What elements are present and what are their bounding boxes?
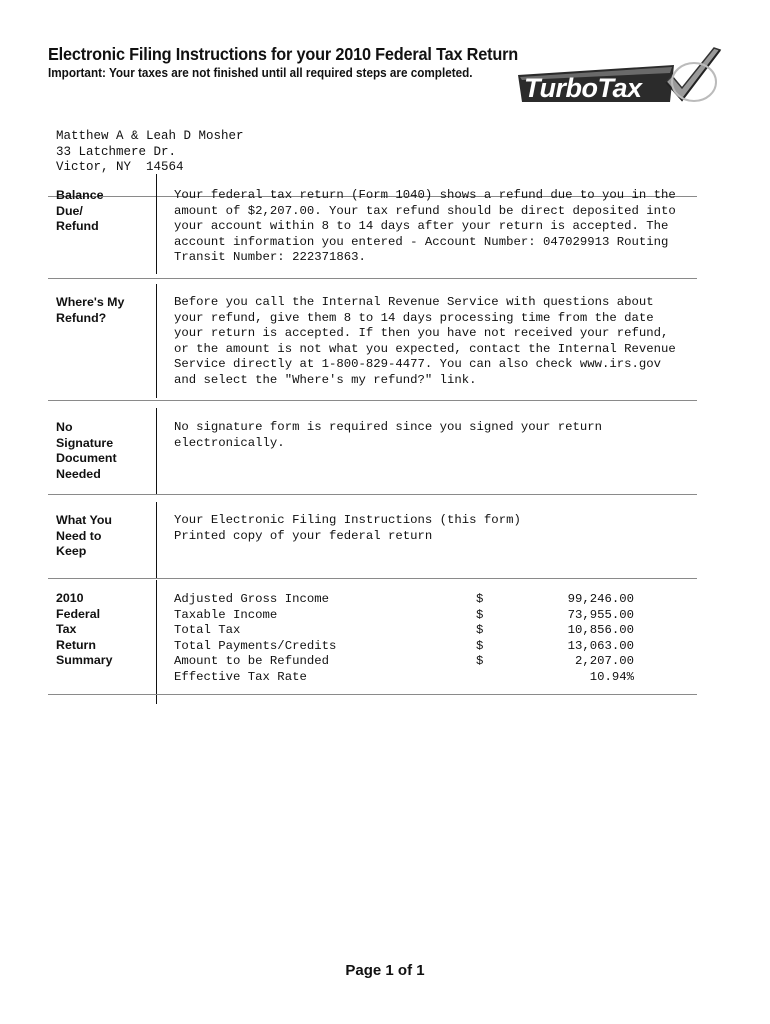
summary-row-taxable-income	[174, 608, 634, 624]
summary-currency: $	[476, 654, 484, 669]
summary-label: Total Tax	[174, 623, 241, 638]
summary-label: Effective Tax Rate	[174, 670, 307, 684]
address-line-street: 33 Latchmere Dr.	[56, 144, 177, 159]
section-wheres-my-refund	[48, 278, 697, 398]
address-line-city: Victor, NY 14564	[56, 160, 184, 174]
summary-label: Total Payments/Credits	[174, 638, 337, 653]
summary-label: Taxable Income	[174, 607, 278, 622]
page-number: Page 1 of 1	[345, 962, 425, 979]
bottom-divider	[48, 694, 697, 695]
summary-label: Adjusted Gross Income	[174, 592, 329, 606]
section-body: No signature form is required since you signed your return electronically.	[174, 420, 603, 450]
summary-value: 10.94%	[589, 670, 634, 684]
document-title: Electronic Filing Instructions for your 2010 Federal Tax Return	[48, 44, 519, 64]
turbotax-logo	[516, 44, 724, 108]
summary-row-refund-amount	[174, 654, 634, 670]
summary-value: 73,955.00	[567, 607, 634, 622]
logo-text: TurboTax	[524, 73, 642, 103]
taxpayer-address	[56, 129, 244, 176]
summary-currency: $	[476, 638, 484, 653]
section-body: Your federal tax return (Form 1040) shows a refund due to you in the amount of $2,207.00. Your tax refund should be direct deposited into your account within 8 to 14 days after your return is accepted. The account information you entered - Account Number: 047029913 Routing Transit Number: 222371863.	[174, 188, 676, 265]
summary-currency: $	[476, 607, 484, 622]
summary-row-total-payments	[174, 639, 634, 655]
section-balance-due	[48, 180, 697, 278]
summary-value: 99,246.00	[567, 592, 634, 606]
summary-value: 2,207.00	[574, 654, 634, 669]
summary-label: Amount to be Refunded	[174, 654, 329, 669]
address-line-name: Matthew A & Leah D Mosher	[56, 129, 244, 143]
document-subtitle: Important: Your taxes are not finished until all required steps are completed.	[48, 66, 473, 80]
section-label: 2010 Federal Tax Return Summary	[56, 591, 113, 668]
summary-row-total-tax	[174, 623, 634, 639]
summary-currency: $	[476, 592, 484, 606]
summary-value: 13,063.00	[567, 638, 634, 653]
section-body: Your Electronic Filing Instructions (this form) Printed copy of your federal return	[174, 513, 521, 543]
section-what-to-keep	[48, 494, 697, 578]
section-body: Before you call the Internal Revenue Service with questions about your refund, give them 8 to 14 days processing time from the date your return is accepted. If then you have not received your refund, or the amount is not what you expected, contact the Internal Revenue Service directly at 1-800-829-4477. You can also check www.irs.gov and select the "Where's my refund?" link.	[174, 295, 676, 387]
summary-row-effective-tax-rate	[174, 670, 634, 686]
section-return-summary	[48, 578, 697, 694]
section-label: Where's My Refund?	[56, 295, 125, 325]
section-label: Balance Due/ Refund	[56, 188, 104, 234]
section-label: What You Need to Keep	[56, 513, 112, 559]
section-label: No Signature Document Needed	[56, 420, 117, 481]
section-no-signature	[48, 400, 697, 494]
summary-currency: $	[476, 623, 484, 638]
summary-row-agi	[174, 592, 634, 608]
summary-value: 10,856.00	[567, 623, 634, 638]
